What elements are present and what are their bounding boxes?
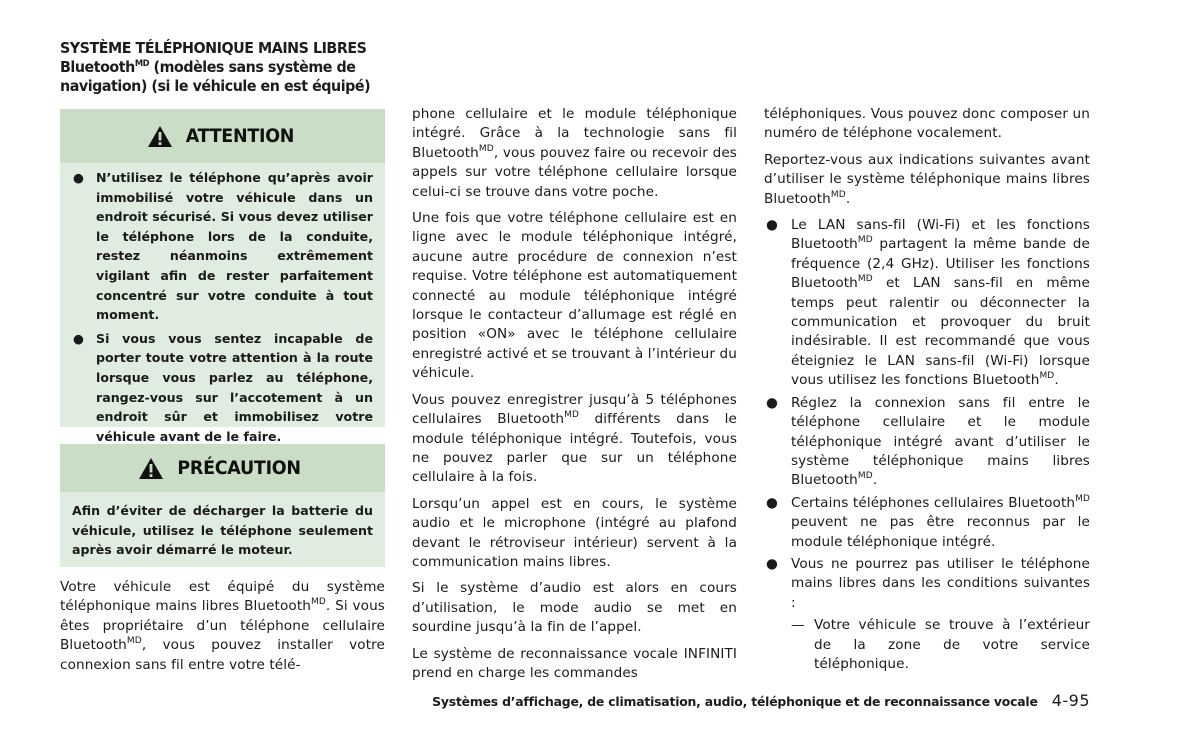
heading-line-3: navigation) (si le véhicule en est équipé) [60, 77, 371, 95]
attention-header [60, 109, 385, 163]
warning-triangle-icon [138, 457, 164, 480]
page-number: 4-95 [1051, 691, 1090, 710]
precaution-title: PRÉCAUTION [177, 457, 302, 479]
column-1-text [60, 578, 385, 682]
paragraph: Une fois que votre téléphone cellulaire est en ligne avec le module téléphonique intégré, aucune autre procédure de connexion n’est requise. Votre téléphone est automatiquement connecté au module téléphonique intégré lorsque le contacteur d’allumage est réglé en position «ON» avec le téléphone cellulaire enregistré activé et se trouvant à l’intérieur du véhicule. [412, 210, 737, 382]
precaution-body [60, 492, 385, 567]
column-2-text [412, 105, 737, 690]
sub-list-item: — Votre véhicule se trouve à l’extérieur de la zone de votre service téléphonique. [791, 617, 1090, 672]
heading-line-1: SYSTÈME TÉLÉPHONIQUE MAINS LIBRES [60, 39, 367, 57]
footer-section-title: Systèmes d’affichage, de climatisation, audio, téléphonique et de reconnaissance vocale [432, 694, 1038, 709]
attention-item: ● N’utilisez le téléphone qu’après avoir immobilisé votre véhicule dans un endroit sécurisé. Si vous devez utiliser le téléphone lors de la conduite, restez néanmoins extrêmement vigilant afin de rester parfaitement concentré sur votre conduite à tout moment. [73, 170, 373, 323]
bullet-icon: ● [766, 555, 778, 572]
precaution-header [60, 444, 385, 492]
bullet-icon: ● [766, 217, 778, 234]
dash-icon: — [791, 617, 805, 634]
attention-body [60, 163, 385, 444]
bullet-icon: ● [766, 494, 778, 511]
paragraph: téléphoniques. Vous pouvez donc composer un numéro de téléphone vocalement. [764, 106, 1090, 142]
paragraph: Vous pouvez enregistrer jusqu’à 5 téléphones cellulaires Bluetooth$^{MD}$ différents dans le module téléphonique intégré. Toutefois, vous ne pouvez parler que sur un téléphone cellulaire à la fois. [412, 391, 737, 486]
precaution-text: Afin d’éviter de décharger la batterie du véhicule, utilisez le téléphone seulement après avoir démarré le moteur. [72, 503, 373, 558]
attention-item: ● Si vous vous sentez incapable de porter toute votre attention à la route lorsque vous parlez au téléphone, rangez-vous sur l’accotement à un endroit sûr et immobilisez votre véhicule avant de le faire. [73, 330, 373, 444]
list-item: ● Le LAN sans-fil (Wi-Fi) et les fonctions Bluetooth$^{MD}$ partagent la même bande de fréquence (2,4 GHz). Utiliser les fonctions Bluetooth$^{MD}$ et LAN sans-fil en même temps peut ralentir ou déconnecter la communication et provoquer du bruit indésirable. Il est recommandé que vous éteigniez le LAN sans-fil (Wi-Fi) lorsque vous utilisez les fonctions Bluetooth$^{MD}$. [766, 217, 1090, 389]
column-3-text [764, 105, 1090, 677]
paragraph: Reportez-vous aux indications suivantes avant d’utiliser le système téléphonique mains libres Bluetooth$^{MD}$. [764, 151, 1090, 207]
bullet-icon: ● [766, 394, 778, 411]
paragraph: Le système de reconnaissance vocale INFINITI prend en charge les commandes [412, 645, 737, 681]
heading-line-2: Bluetooth$^{MD}$ (modèles sans système de [60, 58, 356, 76]
bullet-icon: ● [73, 170, 84, 185]
list-item: ● Réglez la connexion sans fil entre le téléphone cellulaire et le module téléphonique intégré avant d’utiliser le système téléphonique mains libres Bluetooth$^{MD}$. [766, 394, 1090, 489]
page-footer [432, 691, 1090, 710]
section-heading [60, 39, 373, 96]
paragraph: phone cellulaire et le module téléphonique intégré. Grâce à la technologie sans fil Bluetooth$^{MD}$, vous pouvez faire ou recevoir des appels sur votre téléphone cellulaire lorsque celui-ci se trouve dans votre poche. [412, 106, 737, 200]
attention-title: ATTENTION [185, 125, 294, 147]
bullet-icon: ● [73, 330, 84, 346]
paragraph: Si le système d’audio est alors en cours d’utilisation, le mode audio se met en sourdine jusqu’à la fin de l’appel. [412, 580, 737, 636]
list-item: ● Vous ne pourrez pas utiliser le téléphone mains libres dans les conditions suivantes : — Votre véhicule se trouve à l’extérieur de la zone de votre service téléphonique. [764, 555, 1090, 674]
paragraph: Lorsqu’un appel est en cours, le système audio et le microphone (intégré au plafond devant le rétroviseur intérieur) servent à la communication mains libres. [412, 495, 737, 570]
paragraph: Votre véhicule est équipé du système téléphonique mains libres Bluetooth$^{MD}$. Si vous êtes propriétaire d’un téléphone cellulaire Bluetooth$^{MD}$, vous pouvez installer votre connexion sans fil entre votre télé- [60, 579, 385, 673]
list-item: ● Certains téléphones cellulaires Bluetooth$^{MD}$ peuvent ne pas être reconnus par le module téléphonique intégré. [766, 493, 1090, 550]
warning-triangle-icon [147, 125, 173, 148]
